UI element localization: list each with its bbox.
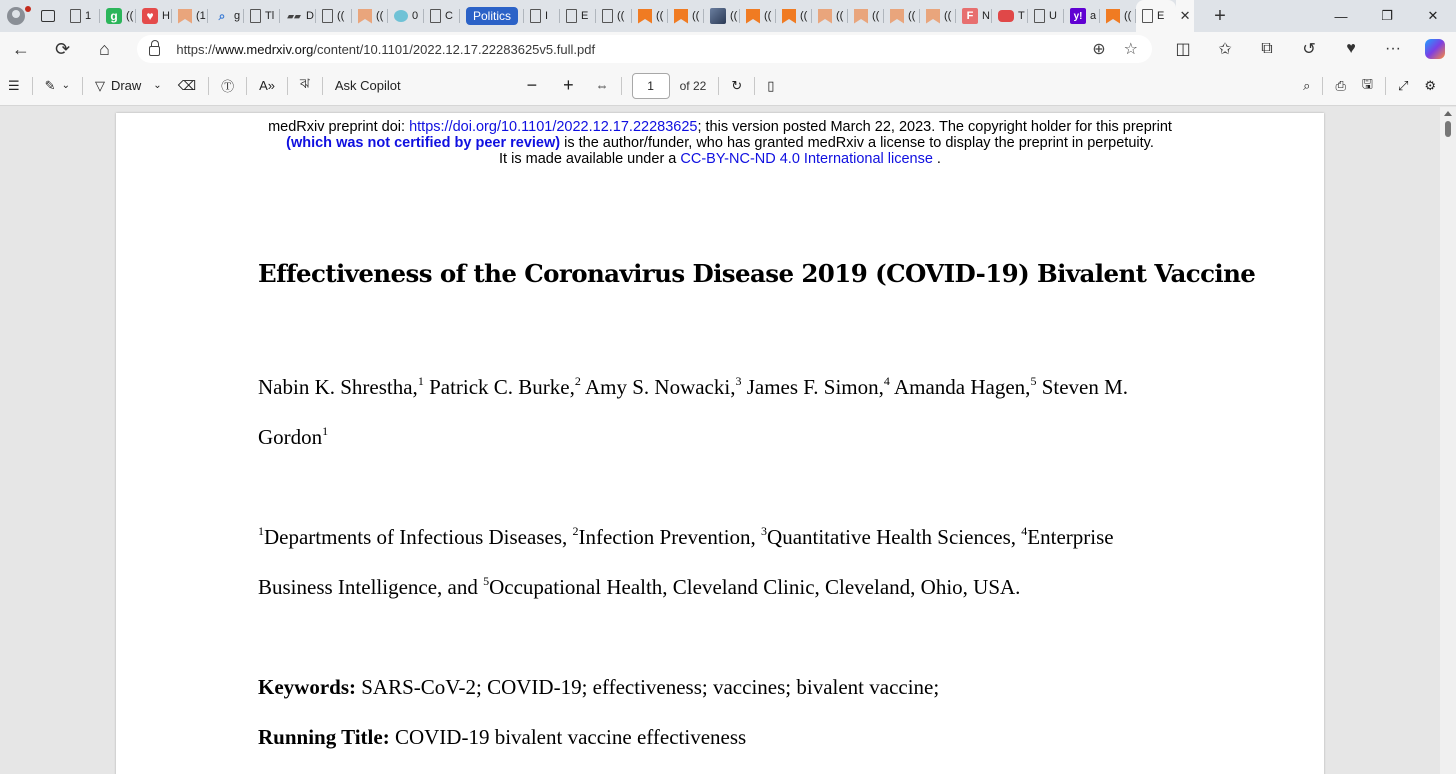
translate-button[interactable] — [292, 66, 318, 106]
peer-review-note: (which was not certified by peer review) — [286, 135, 561, 151]
site-icon: F — [962, 8, 978, 24]
fit-width-button[interactable] — [588, 66, 617, 106]
tab-title: T — [1018, 10, 1025, 22]
new-tab-button[interactable]: + — [1214, 4, 1226, 27]
scroll-thumb[interactable] — [1445, 121, 1451, 137]
separator — [208, 77, 209, 95]
tab[interactable] — [1028, 0, 1064, 32]
tab-title: U — [1049, 10, 1057, 22]
search-icon: ⌕ — [218, 8, 226, 23]
close-tab-icon[interactable]: ✕ — [1176, 0, 1194, 32]
tab[interactable] — [208, 0, 244, 32]
bookmark-icon — [674, 9, 688, 24]
list-icon: ☰ — [8, 77, 20, 93]
bookmark-icon — [638, 9, 652, 24]
draw-button[interactable] — [87, 66, 170, 106]
separator — [82, 77, 83, 95]
tab-active[interactable] — [1136, 0, 1176, 32]
scroll-up-arrow-icon[interactable] — [1444, 111, 1452, 116]
tab[interactable] — [524, 0, 560, 32]
video-icon — [998, 10, 1014, 22]
image-icon — [710, 8, 726, 24]
affiliation-number: 2 — [572, 524, 579, 538]
tab[interactable] — [740, 0, 776, 32]
document-icon — [566, 9, 577, 23]
banner-text: is the author/funder, who has granted medRxiv a license to display the preprint in perpetuity. — [560, 135, 1154, 151]
tab-title: (( — [944, 10, 952, 22]
address-bar-row — [0, 32, 1456, 66]
affiliation-text: Enterprise — [1027, 525, 1114, 549]
tab[interactable] — [668, 0, 704, 32]
affiliation-number: 1 — [258, 524, 264, 538]
bookmark-icon — [1106, 9, 1120, 24]
keywords-text: SARS-CoV-2; COVID-19; effectiveness; vaccines; bivalent vaccine; — [356, 675, 940, 699]
fit-width-icon: ⇔ — [595, 78, 609, 93]
zoom-icon[interactable]: ⊕ — [1092, 41, 1106, 58]
url-host: www.medrxiv.org — [215, 41, 314, 57]
tab-title: 0 — [412, 10, 419, 22]
address-input[interactable] — [137, 35, 1152, 63]
affiliations — [258, 525, 1114, 550]
tab-title: E — [1157, 10, 1165, 22]
author-affiliation-number: 4 — [883, 374, 890, 388]
author-name: Steven M. — [1041, 375, 1129, 399]
separator — [718, 77, 719, 95]
copilot-button[interactable] — [1414, 32, 1456, 66]
tab-title: (( — [337, 10, 345, 22]
banner-text: It is made available under a — [499, 151, 681, 167]
browser-toolbar — [1162, 32, 1456, 66]
url-text — [176, 42, 595, 57]
profile-avatar-icon — [7, 7, 25, 25]
page-view-icon: ▯ — [767, 77, 775, 93]
minimize-button[interactable]: — — [1334, 8, 1348, 24]
bookmark-icon — [782, 9, 796, 24]
tab-title: N — [982, 10, 990, 22]
translate-icon: ঝ — [300, 76, 310, 91]
app-icon: ♥ — [142, 8, 158, 24]
tab[interactable] — [884, 0, 920, 32]
back-button[interactable]: ← — [11, 38, 30, 59]
document-icon — [530, 9, 541, 23]
window-controls — [1318, 0, 1456, 32]
tab-title: E — [581, 10, 589, 22]
tab-group-politics[interactable] — [460, 0, 524, 32]
banner-line-1 — [116, 119, 1324, 135]
author-affiliation-number: 1 — [322, 424, 329, 438]
author-affiliation-number: 1 — [417, 374, 424, 388]
banner-text: ; this version posted March 22, 2023. The copyright holder for this preprint — [697, 119, 1172, 135]
tab[interactable] — [560, 0, 596, 32]
bookmark-icon — [818, 9, 832, 24]
affiliations-line-2 — [258, 575, 1020, 600]
tab-actions-button[interactable] — [32, 0, 64, 32]
zoom-out-button[interactable] — [519, 66, 546, 106]
minus-icon: − — [526, 75, 538, 95]
tab-title: (( — [126, 10, 134, 22]
affiliation-text: Occupational Health, Cleveland Clinic, Cleveland, Ohio, USA. — [489, 575, 1021, 599]
add-text-button[interactable] — [213, 66, 242, 106]
pdf-viewer[interactable] — [0, 107, 1456, 774]
yahoo-icon: y! — [1070, 8, 1086, 24]
paper-title: Effectiveness of the Coronavirus Disease 2019 (COVID-19) Bivalent Vaccine — [258, 259, 1256, 288]
pdf-toolbar — [0, 66, 1456, 106]
close-window-button[interactable]: ✕ — [1427, 8, 1439, 23]
author-name: Amanda Hagen, — [893, 375, 1031, 399]
tab[interactable] — [136, 0, 172, 32]
author-name: Nabin K. Shrestha, — [258, 375, 418, 399]
plus-icon: + — [563, 75, 574, 95]
author-name: Gordon — [258, 425, 323, 449]
tab[interactable] — [424, 0, 460, 32]
eraser-button[interactable] — [170, 66, 204, 106]
rotate-button[interactable] — [723, 66, 750, 106]
expand-icon: ⤢ — [1397, 77, 1409, 93]
tab-title: (( — [872, 10, 880, 22]
highlighter-icon: ✎ — [44, 77, 56, 93]
author-list — [258, 375, 1128, 400]
tab[interactable] — [1064, 0, 1100, 32]
pen-icon: ▽ — [94, 77, 105, 93]
settings-button[interactable] — [1416, 66, 1444, 106]
fullscreen-button[interactable] — [1390, 66, 1416, 106]
restore-button[interactable]: ❐ — [1381, 8, 1393, 23]
separator — [287, 77, 288, 95]
save-button[interactable] — [1354, 66, 1381, 106]
favorites-icon[interactable]: ✩ — [1218, 41, 1232, 58]
author-name: Patrick C. Burke, — [429, 375, 575, 399]
refresh-button[interactable]: ⟳ — [55, 38, 71, 59]
separator — [1322, 77, 1323, 95]
tab-title: g — [234, 10, 241, 22]
read-aloud-button[interactable] — [251, 66, 283, 106]
tab-title: Tl — [265, 10, 275, 22]
page-number-input[interactable]: 1 — [632, 73, 670, 99]
tab-title: (1 — [196, 10, 206, 22]
separator — [32, 77, 33, 95]
zoom-in-button[interactable] — [555, 66, 582, 106]
affiliation-text: Quantitative Health Sciences, — [767, 525, 1022, 549]
affiliation-text: Infection Prevention, — [578, 525, 762, 549]
lock-icon[interactable] — [149, 46, 160, 56]
vertical-scrollbar[interactable] — [1440, 107, 1456, 774]
preprint-banner — [116, 119, 1324, 167]
search-button[interactable] — [1295, 66, 1318, 106]
tab-list-2 — [524, 0, 1136, 32]
running-title — [258, 725, 746, 750]
rotate-icon: ↻ — [731, 77, 743, 93]
save-icon: 🖫 — [1361, 75, 1373, 91]
more-menu-icon[interactable]: ··· — [1385, 40, 1401, 57]
banner-line-3 — [116, 151, 1324, 167]
document-icon — [322, 9, 333, 23]
tab[interactable] — [704, 0, 740, 32]
page-view-button[interactable] — [759, 66, 782, 106]
chevron-down-icon: ⌄ — [153, 80, 162, 91]
gear-icon: ⚙ — [1424, 77, 1436, 93]
author-affiliation-number: 3 — [735, 374, 742, 388]
home-button[interactable]: ⌂ — [99, 38, 110, 59]
author-affiliation-number: 5 — [1030, 374, 1037, 388]
tab-title: (( — [617, 10, 625, 22]
page-count: of 22 — [679, 78, 707, 93]
tab[interactable] — [280, 0, 316, 32]
tab[interactable] — [920, 0, 956, 32]
draw-label: Draw — [110, 78, 142, 93]
tab-title: I — [545, 10, 549, 22]
ask-copilot-label: Ask Copilot — [334, 78, 401, 93]
tab-title: (( — [730, 10, 738, 22]
tab-title: (( — [764, 10, 772, 22]
pdf-page — [116, 113, 1324, 774]
license-link[interactable]: CC-BY-NC-ND 4.0 International license — [680, 151, 933, 167]
separator — [322, 77, 323, 95]
keywords — [258, 675, 939, 700]
affiliation-text: Business Intelligence, and — [258, 575, 484, 599]
eraser-icon: ⌫ — [177, 77, 197, 93]
print-icon: ⎙ — [1335, 77, 1346, 93]
contents-button[interactable] — [0, 66, 28, 106]
tab-title: H — [162, 10, 170, 22]
print-button[interactable] — [1327, 66, 1353, 106]
running-title-text: COVID-19 bivalent vaccine effectiveness — [389, 725, 747, 749]
tab[interactable] — [776, 0, 812, 32]
site-icon — [394, 10, 408, 22]
chevron-down-icon: ⌄ — [61, 80, 70, 91]
bookmark-icon — [746, 9, 760, 24]
tab[interactable] — [172, 0, 208, 32]
bookmark-icon — [890, 9, 904, 24]
tab-strip — [0, 0, 1456, 32]
separator — [621, 77, 622, 95]
tab[interactable] — [352, 0, 388, 32]
separator — [1385, 77, 1386, 95]
affiliation-number: 5 — [483, 574, 490, 588]
document-icon — [250, 9, 261, 23]
tab[interactable] — [100, 0, 136, 32]
tab-title: (( — [800, 10, 808, 22]
document-icon — [430, 9, 441, 23]
affiliation-text: Departments of Infectious Diseases, — [264, 525, 573, 549]
tab-list — [64, 0, 460, 32]
tab-title: (( — [908, 10, 916, 22]
bookmark-icon — [926, 9, 940, 24]
url-prefix: https:// — [176, 41, 216, 57]
grammarly-icon: g — [106, 8, 122, 24]
banner-line-2 — [116, 135, 1324, 151]
document-icon — [70, 9, 81, 23]
tab-group-label: Politics — [466, 7, 518, 25]
tab-title: D — [306, 10, 314, 22]
highlight-button[interactable] — [37, 66, 78, 106]
tab-title: (( — [656, 10, 664, 22]
tab[interactable] — [596, 0, 632, 32]
tab-title: (( — [376, 10, 384, 22]
tab[interactable] — [632, 0, 668, 32]
notification-dot — [25, 6, 31, 12]
profile-button[interactable] — [0, 0, 32, 32]
text-box-icon: Ⓣ — [221, 79, 235, 94]
tab[interactable] — [992, 0, 1028, 32]
author-name: Amy S. Nowacki, — [584, 375, 736, 399]
site-icon: ▰▰ — [287, 10, 301, 21]
banner-text: medRxiv preprint doi: — [268, 119, 410, 135]
tab-title: 1 — [85, 10, 92, 22]
ask-copilot-button[interactable] — [327, 66, 409, 106]
tab-title: (( — [692, 10, 700, 22]
author-affiliation-number: 2 — [574, 374, 581, 388]
tab[interactable] — [244, 0, 280, 32]
tab-title: (( — [836, 10, 844, 22]
separator — [754, 77, 755, 95]
tab-actions-icon — [41, 10, 55, 22]
performance-icon[interactable]: ♥ — [1346, 40, 1356, 57]
separator — [246, 77, 247, 95]
read-aloud-icon: A» — [259, 78, 275, 93]
tab[interactable] — [1100, 0, 1136, 32]
document-icon — [1034, 9, 1045, 23]
url-path: /content/10.1101/2022.12.17.22283625v5.full.pdf — [313, 41, 596, 57]
tab[interactable] — [956, 0, 992, 32]
bookmark-icon — [178, 9, 192, 24]
tab[interactable] — [316, 0, 352, 32]
favorite-star-icon[interactable]: ☆ — [1123, 41, 1139, 58]
banner-text: . — [932, 151, 941, 167]
tab[interactable] — [848, 0, 884, 32]
history-icon[interactable]: ↺ — [1302, 41, 1316, 58]
search-icon: ⌕ — [1303, 77, 1311, 93]
doi-link[interactable]: https://doi.org/10.1101/2022.12.17.22283625 — [409, 119, 698, 135]
tab[interactable] — [388, 0, 424, 32]
document-icon — [602, 9, 613, 23]
tab-title: C — [445, 10, 453, 22]
tab-title: a — [1090, 10, 1097, 22]
author-list-line-2 — [258, 425, 328, 450]
affiliation-number: 3 — [761, 524, 768, 538]
affiliation-number: 4 — [1021, 524, 1028, 538]
keywords-label: Keywords: — [258, 675, 356, 699]
bookmark-icon — [854, 9, 868, 24]
tab[interactable] — [812, 0, 848, 32]
document-icon — [1142, 9, 1153, 23]
bookmark-icon — [358, 9, 372, 24]
collections-icon[interactable]: ⧉ — [1261, 40, 1273, 57]
author-name: James F. Simon, — [746, 375, 884, 399]
running-title-label: Running Title: — [258, 725, 390, 749]
split-screen-icon[interactable]: ◫ — [1175, 41, 1191, 58]
tab-title: (( — [1124, 10, 1132, 22]
copilot-icon — [1425, 39, 1445, 59]
tab[interactable] — [64, 0, 100, 32]
